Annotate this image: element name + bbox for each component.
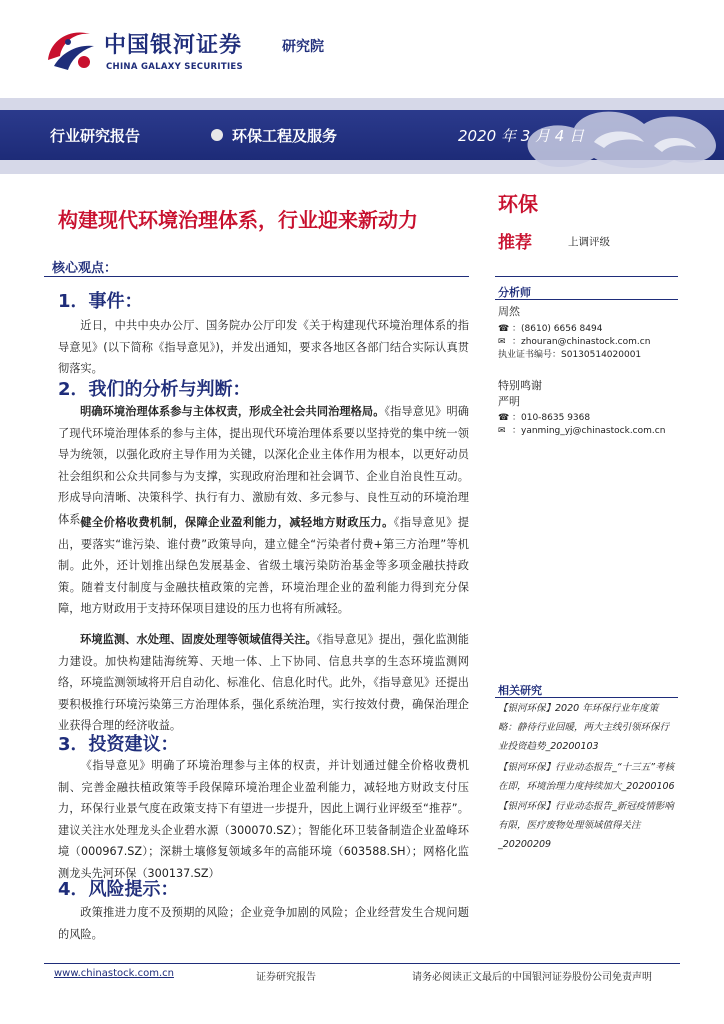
company-logo xyxy=(40,22,370,82)
report-sector: 环保工程及服务 xyxy=(232,127,338,145)
email-icon: ✉ xyxy=(498,426,506,436)
body-paragraph: 《指导意见》明确了环境治理参与主体的权责，并计划通过健全价格收费机制、完善金融扶植政策等手段保障环境治理企业盈利能力，减轻地方财政支付压力，环保行业景气度在政策支持下有望进一步提升，因此上调行业评级至“推荐”。建议关注水处理龙头企业碧水源（300070.SZ）；智能化环卫装备制造企业盈峰环境（000967.SZ）；深耕土壤修复领域多年的高能环境（603588.SH）；网格化监测龙头先河环保（300137.SZ） xyxy=(58,759,469,880)
galaxy-logo-icon xyxy=(40,22,98,78)
analyst-email[interactable]: ✉ ：zhouran@chinastock.com.cn xyxy=(498,337,651,347)
footer-doc-type: 证券研究报告 xyxy=(256,972,316,983)
footer-disclaimer: 请务必阅读正文最后的中国银河证券股份公司免责声明 xyxy=(412,972,652,983)
divider xyxy=(495,276,678,277)
section-heading-analysis: 2．我们的分析与判断： xyxy=(58,379,251,400)
body-paragraph: 明确环境治理体系参与主体权责，形成全社会共同治理格局。《指导意见》明确了现代环境治理体系的参与主体，提出现代环境治理体系要以坚持党的集中统一领导为统领，以强化政府主导作用为关键，以深化企业主体作用为根本，以更好动员社会组织和公众共同参与为支撑，实现政府治理和社会调节、企业自治良性互动。形成导向清晰、决策科学、执行有力、激励有效、多元参与、良性互动的环境治理体系。 xyxy=(58,405,469,526)
phone-icon: ☎ xyxy=(498,413,510,423)
footer-website-link[interactable]: www.chinastock.com.cn xyxy=(54,968,174,979)
thanks-heading: 特别鸣谢 xyxy=(498,379,542,392)
divider xyxy=(495,299,678,300)
thanks-phone: ☎ ：010-8635 9368 xyxy=(498,413,591,423)
bullet-icon xyxy=(211,129,223,141)
logo-chinese-name: 中国银河证券 xyxy=(104,33,243,58)
email-icon: ✉ xyxy=(498,337,506,347)
report-type: 行业研究报告 xyxy=(50,127,141,145)
phone-icon: ☎ xyxy=(498,324,510,334)
analyst-name: 周然 xyxy=(498,305,520,318)
body-paragraph: 近日，中共中央办公厅、国务院办公厅印发《关于构建现代环境治理体系的指导意见》(以下简称《指导意见》)，并发出通知，要求各地区各部门结合实际认真贯彻落实。 xyxy=(58,319,469,376)
related-research-heading: 相关研究 xyxy=(498,684,542,697)
related-research-item[interactable]: 【银河环保】2020 年环保行业年度策略：静待行业回暖，两大主线引领环保行业投资趋势_20200103 xyxy=(498,703,670,752)
related-research-item[interactable]: 【银河环保】行业动态报告_“十三五”考核在即，环境治理力度持续加大_20200106 xyxy=(498,762,675,792)
section-heading-investment: 3．投资建议： xyxy=(58,734,179,755)
core-views-label: 核心观点： xyxy=(52,261,118,276)
divider xyxy=(44,276,469,277)
thanks-email[interactable]: ✉ ：yanming_yj@chinastock.com.cn xyxy=(498,426,666,436)
rating-change: 上调评级 xyxy=(568,236,610,248)
logo-english-name: CHINA GALAXY SECURITIES xyxy=(106,62,243,72)
report-title: 构建现代环境治理体系，行业迎来新动力 xyxy=(58,208,418,232)
section-heading-risk: 4．风险提示： xyxy=(58,879,179,900)
analyst-phone: ☎ ：(8610) 6656 8494 xyxy=(498,324,603,334)
related-research-item[interactable]: 【银河环保】行业动态报告_新冠疫情影响有限，医疗废物处理领域值得关注_20200209 xyxy=(498,801,674,850)
rating-sector: 环保 xyxy=(498,192,538,216)
report-date: 2020 年 3 月 4 日 xyxy=(458,127,585,145)
body-paragraph: 环境监测、水处理、固废处理等领域值得关注。《指导意见》提出，强化监测能力建设。加快构建陆海统筹、天地一体、上下协同、信息共享的生态环境监测网络，环境监测领域将开启自动化、标准化、信息化时代。此外，《指导意见》还提出要积极推行环境污染第三方治理体系，强化系统治理，实行按效付费，确保治理企业获得合理的经济收益。 xyxy=(58,633,469,733)
analyst-license: 执业证书编号：S0130514020001 xyxy=(498,350,642,360)
divider xyxy=(495,697,678,698)
rating-value: 推荐 xyxy=(498,233,532,253)
analyst-heading: 分析师 xyxy=(498,286,531,299)
body-paragraph: 健全价格收费机制，保障企业盈利能力，减轻地方财政压力。《指导意见》提出，要落实“谁污染、谁付费”政策导向，建立健全“污染者付费+第三方治理”等机制。此外，还计划推出绿色发展基金、省级土壤污染防治基金等多项金融扶持政策。随着支付制度与金融扶植政策的完善，环境治理企业的盈利能力得到充分保障，地方财政用于支持环保项目建设的压力也将有所减轻。 xyxy=(58,516,469,616)
header-banner xyxy=(0,98,724,174)
footer-divider xyxy=(44,963,680,964)
thanks-name: 严明 xyxy=(498,395,520,408)
logo-institute-label: 研究院 xyxy=(282,39,324,55)
section-heading-event: 1．事件： xyxy=(58,291,143,312)
body-paragraph: 政策推进力度不及预期的风险；企业竞争加剧的风险；企业经营发生合规问题的风险。 xyxy=(58,906,469,941)
